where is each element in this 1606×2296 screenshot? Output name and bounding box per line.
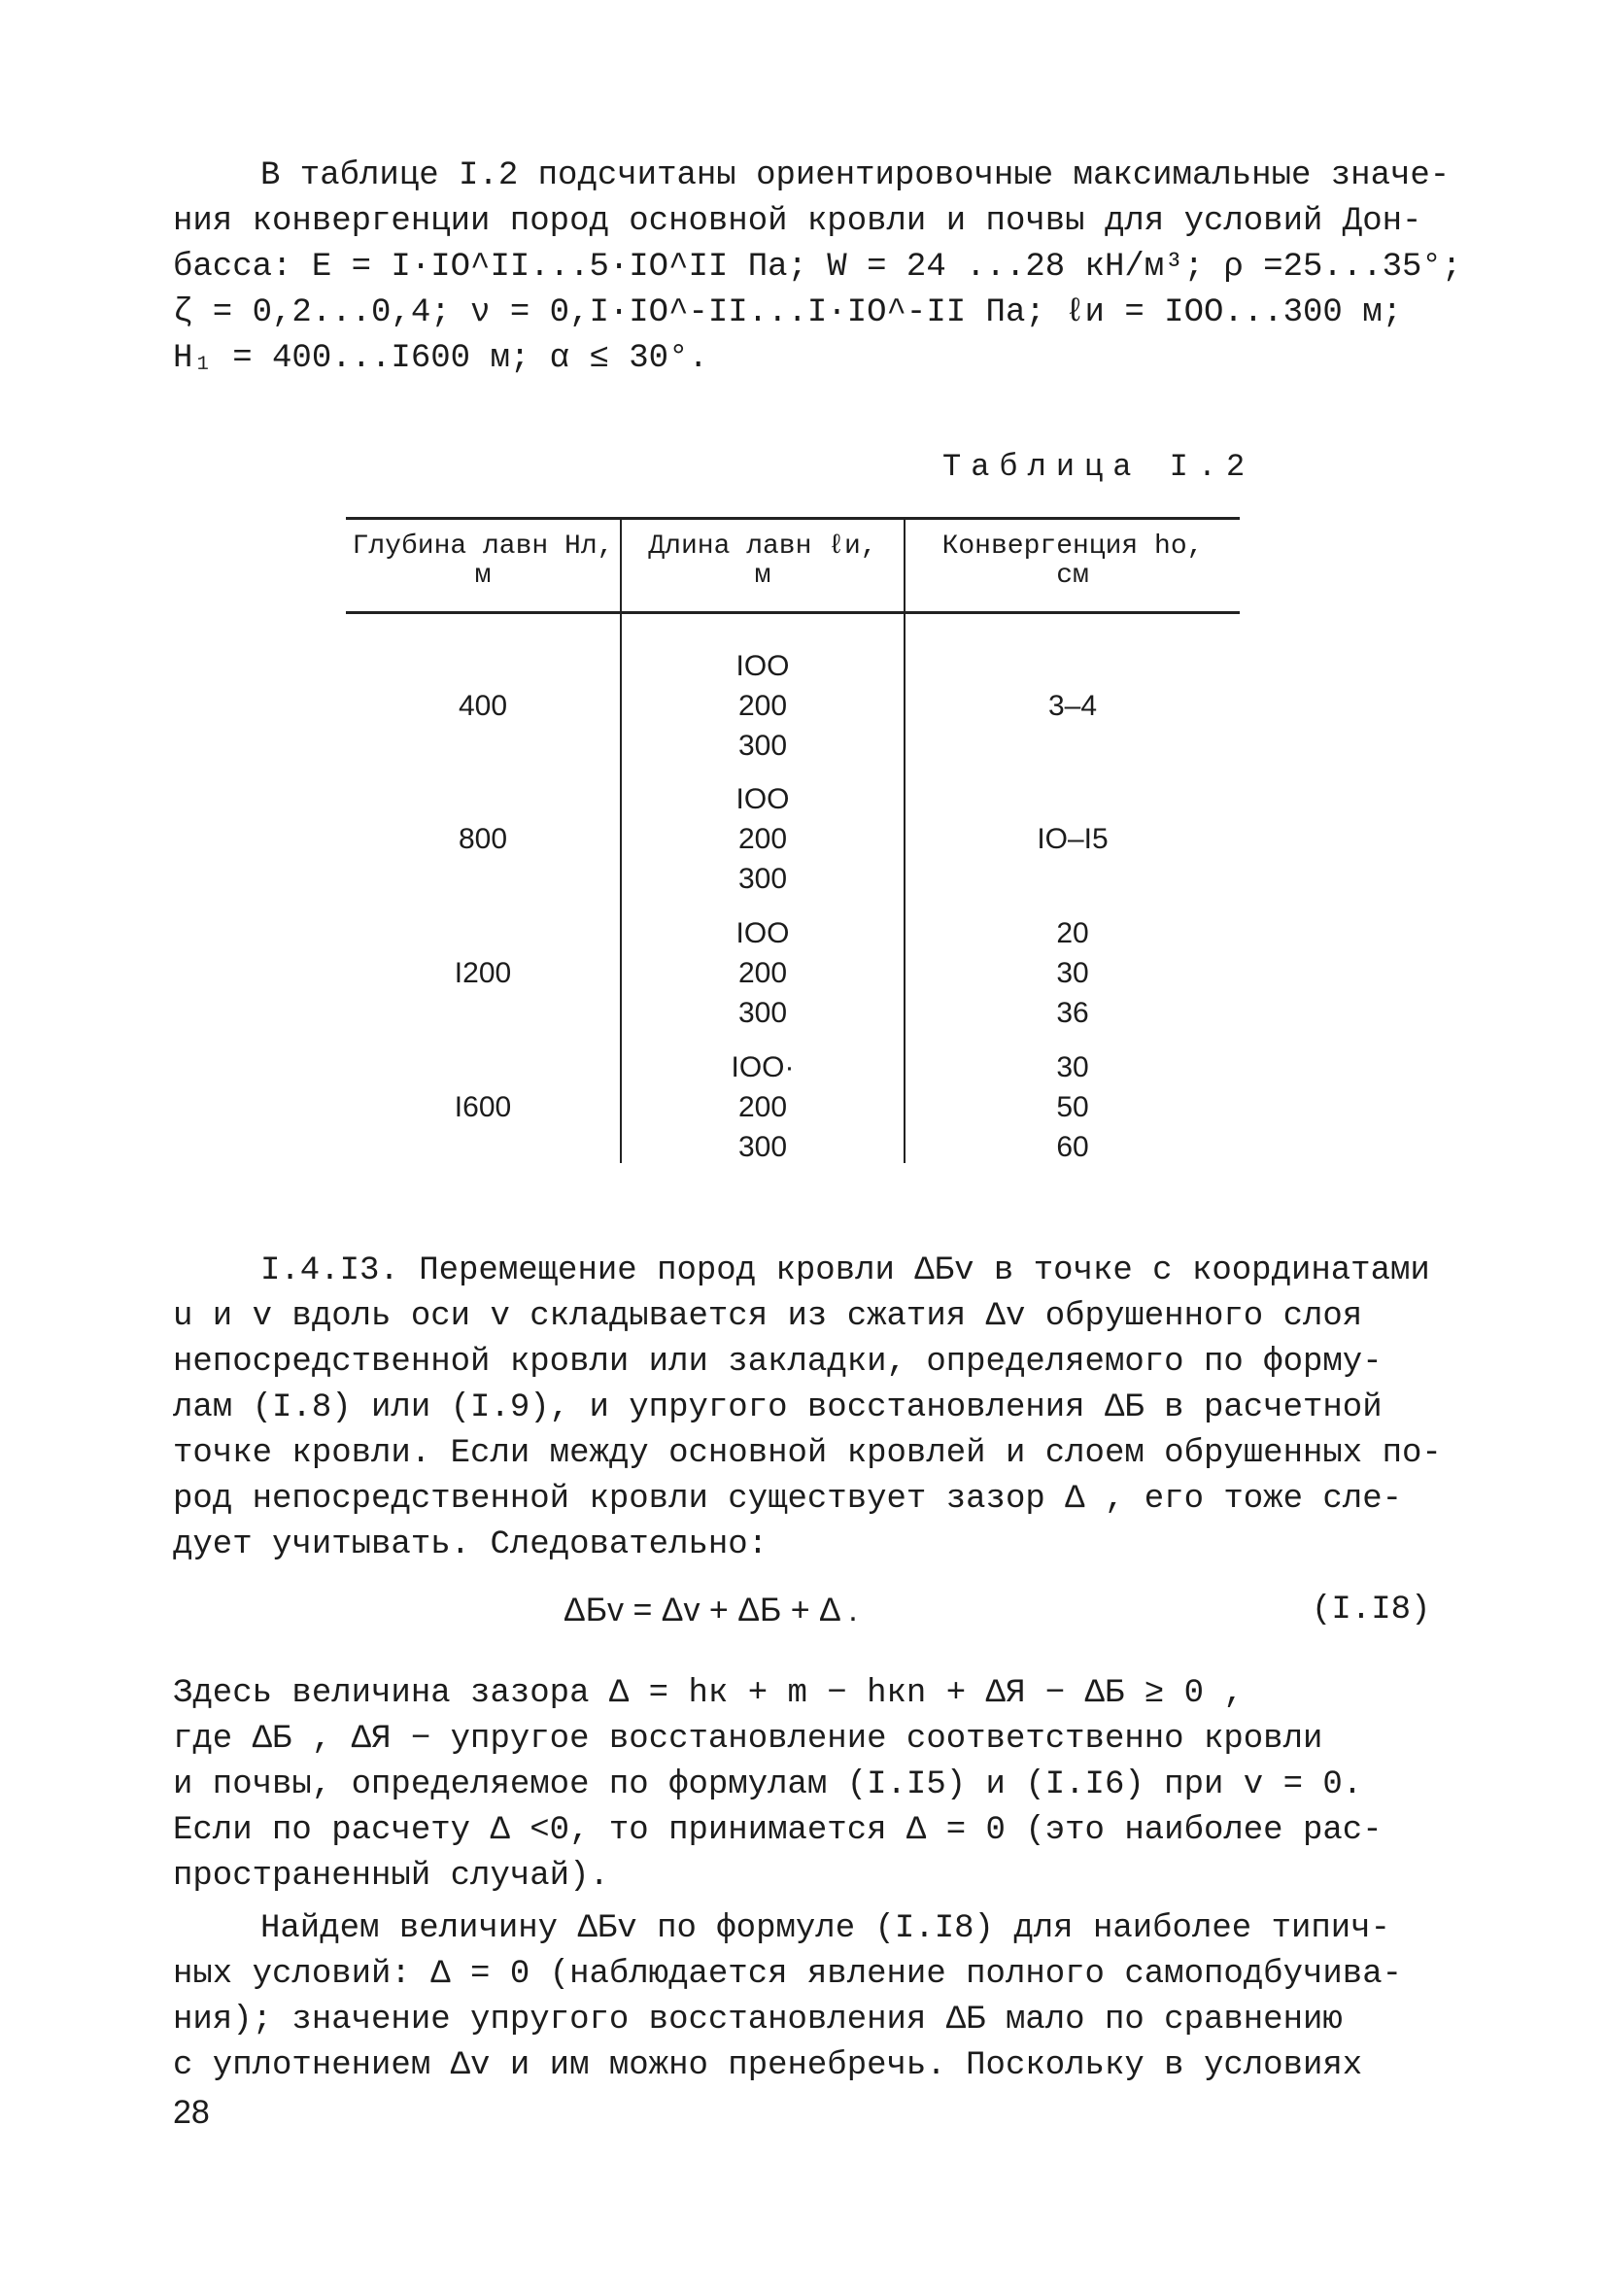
- convergence-cell: IO–I5: [1037, 823, 1109, 855]
- explanation-line: Если по расчету Δ <0, то принимается Δ = 0 (это наиболее рас-: [173, 1812, 1383, 1849]
- convergence-table: [346, 517, 1240, 1163]
- depth-cell: I600: [454, 1091, 512, 1123]
- section-line: точке кровли. Если между основной кровлей и слоем обрушенных по-: [173, 1435, 1442, 1472]
- closing-line: с уплотнением Δv и им можно пренебречь. Поскольку в условиях: [173, 2047, 1363, 2084]
- explanation-line: Здесь величина зазора Δ = hк + m − hкn + ΔЯ − ΔБ ≥ 0 ,: [173, 1675, 1244, 1712]
- explanation-line: и почвы, определяемое по формулам (I.I5) и (I.I6) при v = 0.: [173, 1766, 1363, 1803]
- closing-line: ния); значение упругого восстановления ΔБ мало по сравнению: [173, 2002, 1343, 2039]
- closing-paragraph: [173, 1906, 1436, 2089]
- explanation-line: пространенный случай).: [173, 1858, 609, 1895]
- explanation-line: где ΔБ , ΔЯ − упругое восстановление соответственно кровли: [173, 1721, 1323, 1758]
- convergence-cell: 20 30 36: [1056, 917, 1089, 1029]
- section-line: лам (I.8) или (I.9), и упругого восстановления ΔБ в расчетной: [173, 1389, 1383, 1426]
- section-line: род непосредственной кровли существует зазор Δ , его тоже сле-: [173, 1481, 1403, 1518]
- table-top-rule: [346, 517, 1240, 520]
- formula-number: (I.I8): [1312, 1592, 1431, 1628]
- table-caption: Таблица I.2: [942, 449, 1255, 485]
- convergence-cell: 30 50 60: [1056, 1051, 1089, 1163]
- depth-cell: 400: [458, 690, 508, 722]
- section-line: непосредственной кровли или закладки, определяемого по форму-: [173, 1344, 1383, 1381]
- intro-paragraph: [173, 154, 1462, 382]
- page-number: 28: [173, 2094, 210, 2131]
- section-line: дует учитывать. Следовательно:: [173, 1526, 769, 1563]
- intro-line: ния конвергенции пород основной кровли и почвы для условий Дон-: [173, 203, 1422, 240]
- convergence-cell: 3–4: [1047, 690, 1098, 722]
- length-cell: IOO 200 300: [735, 783, 790, 895]
- header-depth: Глубина лавн Hл, м: [352, 531, 614, 591]
- intro-line: басса: E = I·IO^II...5·IO^II Па; W = 24 ...28 кН/м³; ρ =25...35°;: [173, 249, 1462, 286]
- section-paragraph: [173, 1249, 1442, 1568]
- closing-line: Найдем величину ΔБv по формуле (I.I8) для наиболее типич-: [260, 1910, 1390, 1947]
- depth-cell: I200: [454, 957, 512, 989]
- header-convergence: Конвергенция hо, см: [941, 531, 1204, 591]
- formula: ΔБv = Δv + ΔБ + Δ .: [564, 1592, 858, 1628]
- section-line: I.4.I3. Перемещение пород кровли ΔБv в точке с координатами: [260, 1252, 1430, 1289]
- length-cell: IOO 200 300: [735, 650, 790, 762]
- explanation-paragraph: [173, 1671, 1436, 1900]
- table-header-rule: [346, 611, 1240, 614]
- length-cell: IOO· 200 300: [731, 1051, 795, 1163]
- closing-line: ных условий: Δ = 0 (наблюдается явление полного самоподбучива-: [173, 1956, 1403, 1993]
- intro-line: H₁ = 400...I600 м; α ≤ 30°.: [173, 340, 708, 377]
- intro-line: ζ = 0,2...0,4; ν = 0,I·IO^-II...I·IO^-II Па; ℓи = IOO...300 м;: [173, 294, 1403, 331]
- intro-line: В таблице I.2 подсчитаны ориентировочные максимальные значе-: [260, 157, 1451, 194]
- depth-cell: 800: [458, 823, 508, 855]
- header-length: Длина лавн ℓи, м: [648, 531, 877, 591]
- length-cell: IOO 200 300: [735, 917, 790, 1029]
- section-line: u и v вдоль оси v складывается из сжатия Δv обрушенного слоя: [173, 1298, 1363, 1335]
